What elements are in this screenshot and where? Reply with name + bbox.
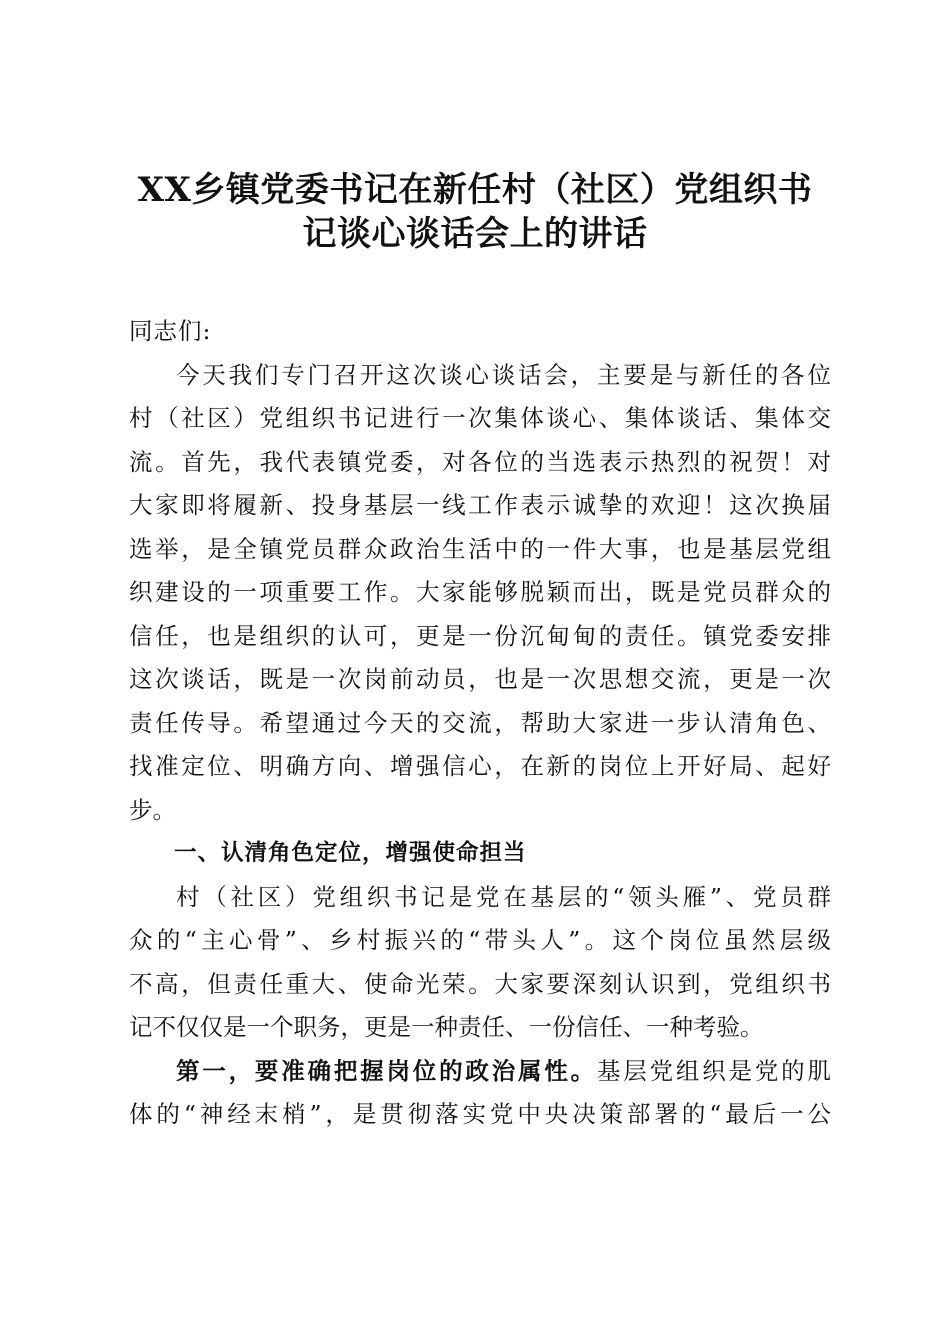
paragraph-intro-line: 流。首先，我代表镇党委，对各位的当选表示热烈的祝贺！对 (129, 447, 831, 476)
paragraph-role-line: 众的“主心骨”、乡村振兴的“带头人”。这个岗位虽然层级 (129, 926, 831, 954)
paragraph-role-line: 村（社区）党组织书记是党在基层的“领头雁”、党员群 (176, 882, 831, 911)
paragraph-intro-line: 大家即将履新、投身基层一线工作表示诚挚的欢迎！这次换届 (129, 491, 831, 519)
paragraph-intro-line: 找准定位、明确方向、增强信心，在新的岗位上开好局、起好 (129, 752, 831, 780)
section-heading: 一、认清角色定位，增强使命担当 (174, 840, 527, 866)
title-line-1: XX乡镇党委书记在新任村（社区）党组织书 (137, 170, 813, 210)
paragraph-intro-line: 选举，是全镇党员群众政治生活中的一件大事，也是基层党组 (129, 534, 831, 563)
point-lead-rest: 基层党组织是党的肌 (597, 1056, 831, 1085)
paragraph-intro-line: 这次谈话，既是一次岗前动员，也是一次思想交流，更是一次 (129, 665, 831, 693)
salutation: 同志们: (129, 317, 212, 345)
title-line-2: 记谈心谈话会上的讲话 (302, 214, 648, 254)
paragraph-intro-line: 织建设的一项重要工作。大家能够脱颖而出，既是党员群众的 (129, 578, 831, 606)
point-lead-bold: 第一，要准确把握岗位的政治属性。 (176, 1056, 597, 1085)
paragraph-intro (129, 354, 831, 833)
paragraph-role-line: 记不仅仅是一个职务，更是一种责任、一份信任、一种考验。 (129, 1013, 764, 1041)
paragraph-intro-line: 信任，也是组织的认可，更是一份沉甸甸的责任。镇党委安排 (129, 621, 831, 650)
paragraph-first-point-line: 体的“神经末梢”，是贯彻落实党中央决策部署的“最后一公 (129, 1100, 831, 1128)
document-title (110, 168, 840, 256)
paragraph-intro-line: 步。 (129, 795, 176, 824)
paragraph-intro-line: 责任传导。希望通过今天的交流，帮助大家进一步认清角色、 (129, 708, 831, 737)
paragraph-intro-line: 村（社区）党组织书记进行一次集体谈心、集体谈话、集体交 (129, 404, 831, 432)
paragraph-role (129, 876, 831, 1050)
paragraph-intro-line: 今天我们专门召开这次谈心谈话会，主要是与新任的各位 (176, 360, 831, 389)
document-body (129, 310, 831, 1137)
paragraph-role-line: 不高，但责任重大、使命光荣。大家要深刻认识到，党组织书 (129, 969, 831, 998)
paragraph-first-point (129, 1050, 831, 1137)
paragraph-first-point-line (129, 1050, 831, 1094)
